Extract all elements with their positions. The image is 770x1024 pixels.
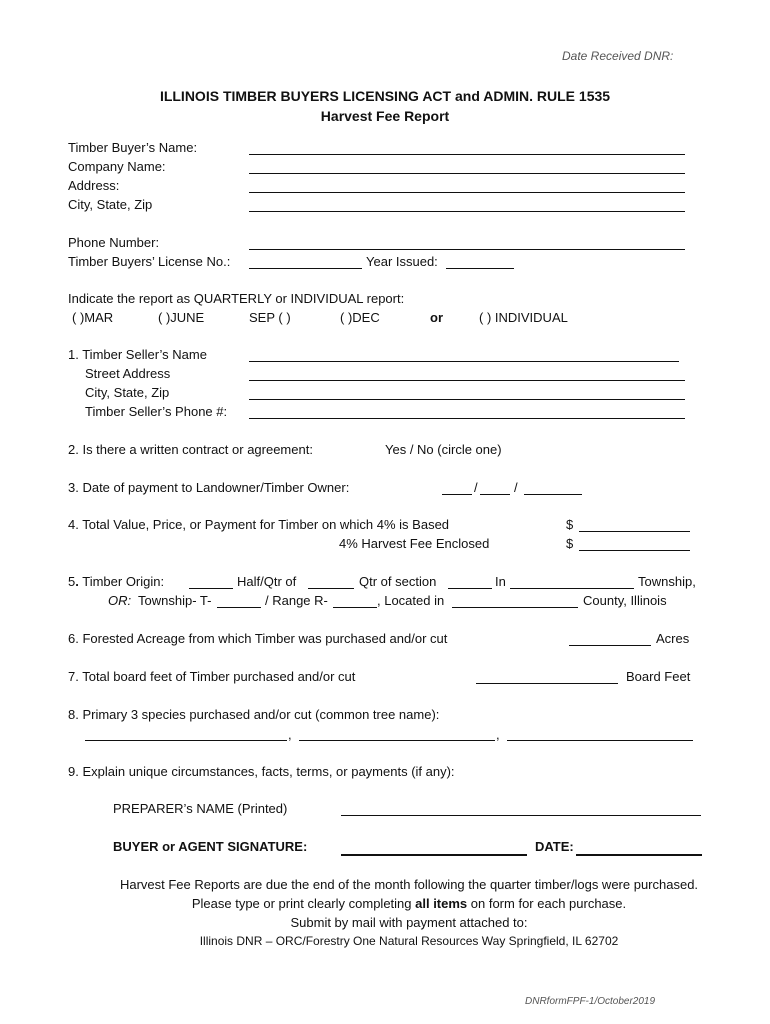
preparer-name-label: PREPARER’s NAME (Printed) — [113, 801, 288, 816]
year-issued-field[interactable] — [446, 268, 514, 269]
company-name-label: Company Name: — [68, 159, 166, 174]
seller-phone-label: Timber Seller’s Phone #: — [85, 404, 228, 419]
qtr-of-field[interactable] — [308, 588, 354, 589]
completion-notice-post: on form for each purchase. — [467, 896, 627, 911]
phone-field[interactable] — [249, 249, 685, 250]
acreage-label: 6. Forested Acreage from which Timber was purchased and/or cut — [68, 631, 448, 646]
seller-city-label: City, State, Zip — [85, 385, 170, 400]
form-subtitle: Harvest Fee Report — [320, 108, 450, 124]
address-field[interactable] — [249, 192, 685, 193]
half-qtr-label: Half/Qtr of — [237, 574, 297, 589]
city-state-zip-label: City, State, Zip — [68, 197, 153, 212]
or-alt-label: OR: — [108, 593, 132, 608]
license-label: Timber Buyers’ License No.: — [68, 254, 231, 269]
buyer-name-field[interactable] — [249, 154, 685, 155]
item-number-dot: . — [75, 574, 79, 589]
option-individual[interactable]: ( ) INDIVIDUAL — [479, 310, 568, 325]
item-number: 5 — [68, 574, 76, 589]
option-dec[interactable]: ( )DEC — [340, 310, 380, 325]
board-feet-field[interactable] — [476, 683, 618, 684]
board-feet-label: 7. Total board feet of Timber purchased and/or cut — [68, 669, 356, 684]
seller-name-label: 1. Timber Seller’s Name — [68, 347, 207, 362]
phone-label: Phone Number: — [68, 235, 160, 250]
payment-day-field[interactable] — [480, 494, 510, 495]
license-field[interactable] — [249, 268, 362, 269]
timber-origin-text: Timber Origin: — [78, 574, 165, 589]
circumstances-label: 9. Explain unique circumstances, facts, terms, or payments (if any): — [68, 764, 455, 779]
qtr-section-label: Qtr of section — [359, 574, 437, 589]
option-sep[interactable]: SEP ( ) — [249, 310, 291, 325]
option-mar[interactable]: ( )MAR — [72, 310, 114, 325]
species-comma: , — [496, 727, 500, 742]
half-qtr-field[interactable] — [189, 588, 233, 589]
species-1-field[interactable] — [85, 740, 287, 741]
species-comma: , — [288, 727, 292, 742]
submit-notice: Submit by mail with payment attached to: — [290, 915, 528, 930]
year-issued-label: Year Issued: — [366, 254, 438, 269]
located-label: , Located in — [377, 593, 445, 608]
date-label: DATE: — [535, 839, 574, 854]
payment-month-field[interactable] — [442, 494, 472, 495]
signature-field[interactable] — [341, 854, 527, 856]
option-june[interactable]: ( )JUNE — [158, 310, 205, 325]
all-items-emphasis: all items — [415, 896, 468, 911]
acres-unit: Acres — [656, 631, 690, 646]
mailing-address: Illinois DNR – ORC/Forestry One Natural Resources Way Springfield, IL 62702 — [199, 934, 619, 948]
preparer-name-field[interactable] — [341, 815, 701, 816]
harvest-fee-field[interactable] — [579, 550, 690, 551]
in-label: In — [495, 574, 506, 589]
seller-street-field[interactable] — [249, 380, 685, 381]
contract-question: 2. Is there a written contract or agreement: — [68, 442, 313, 457]
payment-date-label: 3. Date of payment to Landowner/Timber Owner: — [68, 480, 350, 495]
township-t-field[interactable] — [217, 607, 261, 608]
county-field[interactable] — [452, 607, 578, 608]
species-3-field[interactable] — [507, 740, 693, 741]
in-field[interactable] — [510, 588, 634, 589]
buyer-name-label: Timber Buyer’s Name: — [68, 140, 198, 155]
date-slash: / — [474, 480, 478, 495]
range-field[interactable] — [333, 607, 377, 608]
form-id: DNRformFPF-1/October2019 — [525, 996, 656, 1007]
due-notice: Harvest Fee Reports are due the end of the month following the quarter timber/logs were purchased. — [119, 877, 699, 892]
dollar-sign: $ — [566, 517, 574, 532]
payment-year-field[interactable] — [524, 494, 582, 495]
seller-city-field[interactable] — [249, 399, 685, 400]
species-2-field[interactable] — [299, 740, 495, 741]
township-t-label: Township- T- — [138, 593, 212, 608]
address-label: Address: — [68, 178, 120, 193]
township-label: Township, — [638, 574, 696, 589]
completion-notice-pre: Please type or print clearly completing — [191, 896, 416, 911]
timber-origin-label — [68, 575, 164, 588]
harvest-fee-label: 4% Harvest Fee Enclosed — [339, 536, 490, 551]
species-label: 8. Primary 3 species purchased and/or cut (common tree name): — [68, 707, 440, 722]
seller-name-field[interactable] — [249, 361, 679, 362]
seller-phone-field[interactable] — [249, 418, 685, 419]
completion-notice — [24, 897, 770, 910]
contract-yes-no[interactable]: Yes / No (circle one) — [385, 442, 502, 457]
report-type-prompt: Indicate the report as QUARTERLY or INDIVIDUAL report: — [68, 291, 405, 306]
city-state-zip-field[interactable] — [249, 211, 685, 212]
company-name-field[interactable] — [249, 173, 685, 174]
signature-label: BUYER or AGENT SIGNATURE: — [113, 839, 308, 854]
total-value-label: 4. Total Value, Price, or Payment for Timber on which 4% is Based — [68, 517, 450, 532]
board-feet-unit: Board Feet — [626, 669, 691, 684]
range-label: / Range R- — [265, 593, 328, 608]
form-title: ILLINOIS TIMBER BUYERS LICENSING ACT and ADMIN. RULE 1535 — [159, 88, 611, 104]
signature-date-field[interactable] — [576, 854, 702, 856]
or-label: or — [430, 310, 443, 325]
acreage-field[interactable] — [569, 645, 651, 646]
total-value-field[interactable] — [579, 531, 690, 532]
county-label: County, Illinois — [583, 593, 667, 608]
date-slash: / — [514, 480, 518, 495]
date-received-label: Date Received DNR: — [562, 49, 674, 63]
seller-street-label: Street Address — [85, 366, 171, 381]
section-field[interactable] — [448, 588, 492, 589]
dollar-sign: $ — [566, 536, 574, 551]
